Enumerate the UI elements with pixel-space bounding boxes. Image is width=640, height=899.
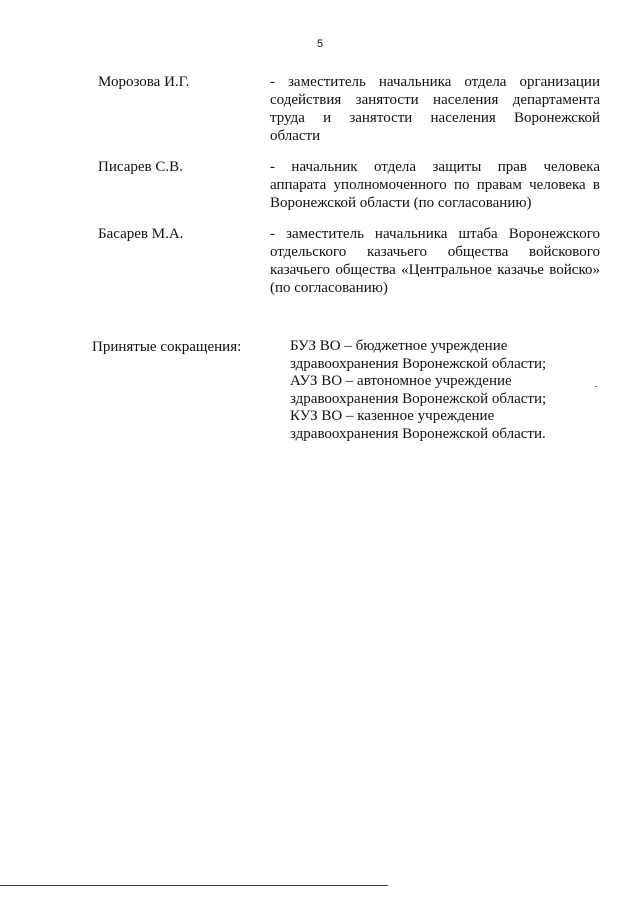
role-line: аппарата уполномоченного по правам человека в — [270, 177, 600, 193]
member-role — [270, 158, 600, 212]
abbreviation-line: здравоохранения Воронежской области; — [290, 355, 547, 372]
scan-speck — [595, 386, 597, 387]
role-line: труда и занятости населения Воронежской — [270, 110, 600, 126]
role-line: - заместитель начальника отдела организации — [270, 74, 600, 90]
role-line: отдельского казачьего общества войскового — [270, 244, 600, 260]
abbreviation-line: АУЗ ВО – автономное учреждение — [290, 373, 512, 390]
role-line: Воронежской области (по согласованию) — [270, 195, 532, 211]
role-line: области — [270, 128, 321, 144]
member-name: Морозова И.Г. — [98, 74, 190, 90]
member-name: Басарев М.А. — [98, 226, 184, 242]
abbreviation-line: БУЗ ВО – бюджетное учреждение — [290, 338, 508, 354]
abbreviation-line: здравоохранения Воронежской области. — [290, 425, 546, 442]
page-number: 5 — [316, 38, 324, 50]
footer-divider — [0, 885, 388, 886]
role-line: - начальник отдела защиты прав человека — [270, 159, 600, 175]
abbreviations-label: Принятые сокращения: — [92, 339, 242, 355]
member-role — [270, 225, 600, 297]
role-line: - заместитель начальника штаба Воронежского — [270, 226, 600, 242]
role-line: казачьего общества «Центральное казачье войско» — [270, 262, 600, 278]
role-line: (по согласованию) — [270, 280, 388, 296]
role-line: содействия занятости населения департамента — [270, 92, 600, 108]
member-role — [270, 73, 600, 145]
abbreviation-line: здравоохранения Воронежской области; — [290, 390, 547, 407]
member-name: Писарев С.В. — [98, 159, 183, 175]
abbreviation-line: КУЗ ВО – казенное учреждение — [290, 408, 495, 425]
abbreviations-list — [290, 338, 610, 444]
